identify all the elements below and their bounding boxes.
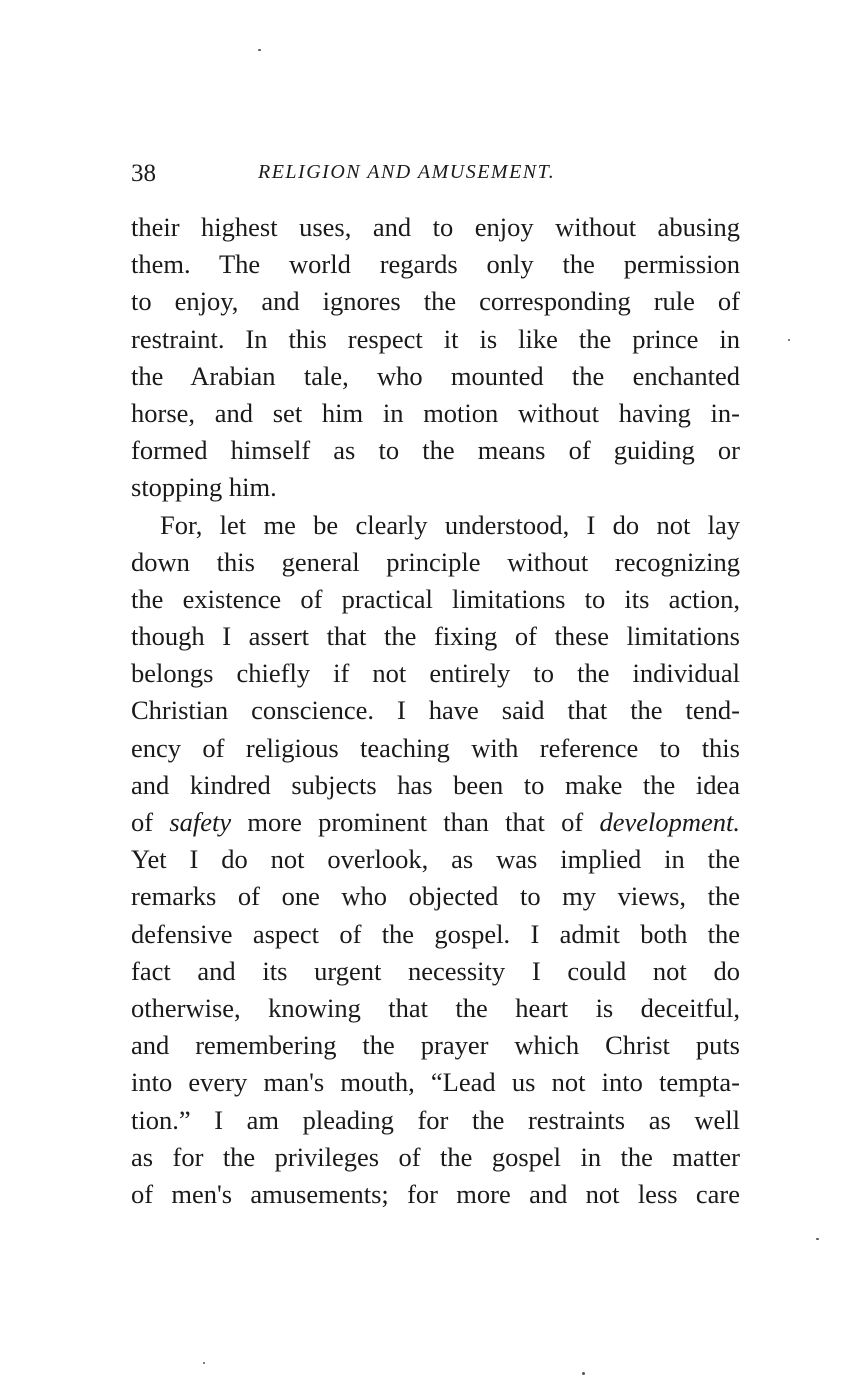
running-title: RELIGION AND AMUSEMENT.: [258, 161, 556, 183]
text-line: formed himself as to the means of guiding or: [131, 435, 740, 466]
text-line: of men's amusements; for more and not less care: [131, 1178, 740, 1209]
text-line: remarks of one who objected to my views, the: [131, 881, 740, 912]
text-line: to enjoy, and ignores the corresponding rule of: [131, 286, 740, 317]
text-line: defensive aspect of the gospel. I admit both the: [131, 918, 740, 949]
speck: [203, 1362, 205, 1364]
text-line-with-emphasis: [131, 804, 740, 841]
text-line: them. The world regards only the permission: [131, 249, 740, 280]
text-line: otherwise, knowing that the heart is deceitful,: [131, 992, 740, 1023]
line-16-prefix: of: [131, 807, 170, 837]
text-line: tion.” I am pleading for the restraints as well: [131, 1104, 740, 1135]
paragraph-start-line: For, let me be clearly understood, I do not lay: [160, 509, 740, 540]
paragraph-end-line: stopping him.: [131, 472, 277, 503]
page-number: 38: [131, 160, 156, 187]
speck: [788, 339, 790, 341]
line-16-middle: more prominent than that of: [231, 807, 600, 837]
text-line: down this general principle without recognizing: [131, 546, 740, 577]
text-line: ency of religious teaching with reference to this: [131, 732, 740, 763]
text-line: restraint. In this respect it is like the prince in: [131, 323, 740, 354]
text-line: Christian conscience. I have said that the tend-: [131, 695, 740, 726]
emphasis-safety: safety: [169, 807, 232, 837]
text-line: horse, and set him in motion without having in-: [131, 397, 740, 428]
page-header: [131, 160, 740, 190]
emphasis-development: development.: [599, 807, 740, 837]
text-line: fact and its urgent necessity I could not do: [131, 955, 740, 986]
text-line: as for the privileges of the gospel in the matter: [131, 1141, 740, 1172]
text-line: though I assert that the fixing of these limitations: [131, 621, 740, 652]
body-text: [131, 209, 740, 1213]
speck: [816, 1238, 819, 1240]
text-line: their highest uses, and to enjoy without abusing: [131, 212, 740, 242]
speck: [258, 49, 261, 51]
text-line: belongs chiefly if not entirely to the individual: [131, 658, 740, 689]
speck: [582, 1372, 585, 1375]
text-line: and kindred subjects has been to make the idea: [131, 769, 740, 800]
text-line: the existence of practical limitations to its action,: [131, 583, 740, 614]
text-line: the Arabian tale, who mounted the enchanted: [131, 360, 740, 391]
text-line: and remembering the prayer which Christ puts: [131, 1030, 740, 1061]
text-line: into every man's mouth, “Lead us not into tempta-: [131, 1067, 740, 1098]
text-line: Yet I do not overlook, as was implied in the: [131, 844, 740, 875]
